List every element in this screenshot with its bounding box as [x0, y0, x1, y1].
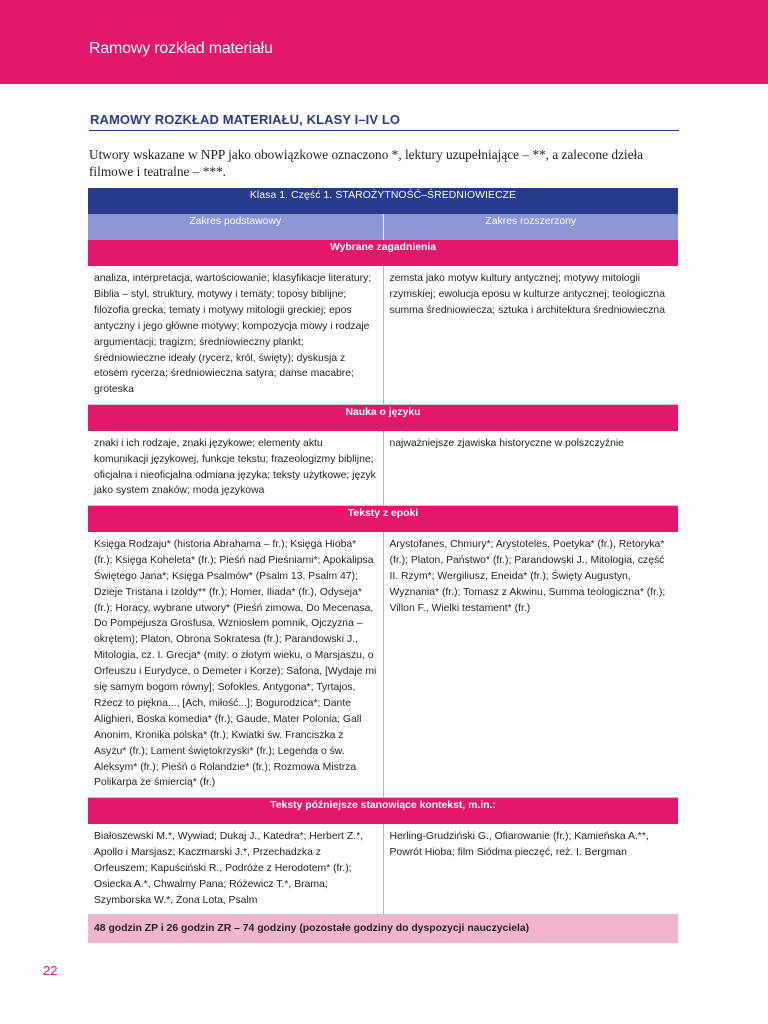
page-number: 22 — [43, 963, 58, 978]
section-header: Teksty z epoki — [88, 506, 678, 532]
section-header: Wybrane zagadnienia — [88, 240, 678, 266]
scope-header-row — [88, 214, 678, 240]
summary-row — [88, 915, 678, 943]
section-header: Nauka o języku — [88, 405, 678, 431]
table-row — [88, 431, 678, 506]
basic-cell: Białoszewski M.*, Wywiad; Dukaj J., Katedra*; Herbert Z.*, Apollo i Marsjasz; Kaczmarski J.*, Przechadzka z Orfeuszem; Kapuściński R., Podróże z Herodotem* (fr.); Osiecka A.*, Chwalmy Pana; Różewicz T.*, Brama; Szymborska W.*, Żona Lota, Psalm — [88, 824, 383, 915]
section-divider — [89, 130, 679, 131]
extended-cell: Herling-Grudziński G., Ofiarowanie (fr.); Kamieńska A.**, Powrót Hioba; film Siódma pieczęć, reż. I. Bergman — [383, 824, 678, 915]
section-title: RAMOWY ROZKŁAD MATERIAŁU, KLASY I–IV LO — [90, 112, 401, 127]
header-title: Ramowy rozkład materiału — [89, 40, 273, 57]
table-row — [88, 824, 678, 915]
table-row — [88, 266, 678, 405]
basic-cell: znaki i ich rodzaje, znaki językowe; elementy aktu komunikacji językowej, funkcje tekstu; frazeologizmy biblijne; oficjalna i nieoficjalna odmiana języka; teksty użytkowe; język jako system znaków; moda językowa — [88, 431, 383, 506]
basic-cell: Księga Rodzaju* (historia Abrahama – fr.); Księga Hioba* (fr.); Księga Koheleta* (fr.); Pieśń nad Pieśniami*; Apokalipsa Świętego Jana*; Księga Psalmów* (Psalm 13, Psalm 47); Dzieje Tristana i Izoldy** (fr.); Homer, Iliada* (fr.), Odyseja* (fr.); Horacy, wybrane utwory* (Pieśń zimowa, Do Mecenasa, Do Pompejusza Grosfusa, Wzniosłem pomnik, Ojczyzna – okrętem); Platon, Obrona Sokratesa (fr.); Parandowski J., Mitologia, cz. I. Grecja* (mity: o złotym wieku, o Marsjaszu, o Orfeuszu i Eurydyce, o Demeter i Korze); Safona, [Wydaje mi się samym bogom równy]; Sofokles, Antygona*; Tyrtajos, Rzecz to piękna..., [Ach, miłość...]; Bogurodzica*; Dante Alighieri, Boska komedia* (fr.); Gaude, Mater Polonia; Gall Anonim, Kronika polska* (fr.); Kwiatki św. Franciszka z Asyżu* (fr.); Lament świętokrzyski* (fr.); Legenda o św. Aleksym* (fr.); Pieśń o Rolandzie* (fr.); Rozmowa Mistrza Polikarpa ze śmiercią* (fr.) — [88, 532, 383, 798]
header-band — [0, 0, 768, 84]
class-header: Klasa 1. Część 1. STAROŻYTNOŚĆ–ŚREDNIOWIECZE — [88, 188, 678, 214]
table-row — [88, 532, 678, 798]
extended-cell: zemsta jako motyw kultury antycznej; motywy mitologii rzymskiej; ewolucja eposu w kulturze antycznej; teologiczna summa średniowiecza; sztuka i architektura średniowieczna — [383, 266, 678, 405]
section-header-row — [88, 405, 678, 431]
intro-paragraph: Utwory wskazane w NPP jako obowiązkowe oznaczono *, lektury uzupełniające – **, a zalecone dzieła filmowe i teatralne – ***. — [89, 147, 644, 179]
section-header-row — [88, 506, 678, 532]
section-header: Teksty późniejsze stanowiące kontekst, m.in.: — [88, 798, 678, 824]
extended-cell: najważniejsze zjawiska historyczne w polszczyźnie — [383, 431, 678, 506]
hours-summary: 48 godzin ZP i 26 godzin ZR – 74 godziny (pozostałe godziny do dyspozycji nauczyciela) — [88, 915, 678, 943]
basic-cell: analiza, interpretacja, wartościowanie; klasyfikacje literatury; Biblia – styl, struktury, motywy i tematy; toposy biblijne; filozofia grecka; tematy i motywy mitologii greckiej; epos antyczny i jego główne motywy; kompozycja mowy i rodzaje argumentacji; tragizm; średniowieczny plankt; średniowieczne ideały (rycerz, król, święty); dyskusja z etosem rycerza; średniowieczna satyra; danse macabre; groteska — [88, 266, 383, 405]
scope-extended-header: Zakres rozszerzony — [383, 214, 678, 240]
section-header-row — [88, 798, 678, 824]
plan-table — [88, 188, 678, 943]
section-header-row — [88, 240, 678, 266]
class-header-row — [88, 188, 678, 214]
scope-basic-header: Zakres podstawowy — [88, 214, 383, 240]
extended-cell: Arystofanes, Chmury*; Arystoteles, Poetyka* (fr.), Retoryka* (fr.); Platon, Państwo* (fr.); Parandowski J., Mitologia, część II. Rzym*; Wergiliusz, Eneida* (fr.); Święty Augustyn, Wyznania* (fr.); Tomasz z Akwinu, Summa teologiczna* (fr.); Villon F., Wielki testament* (fr.) — [383, 532, 678, 798]
